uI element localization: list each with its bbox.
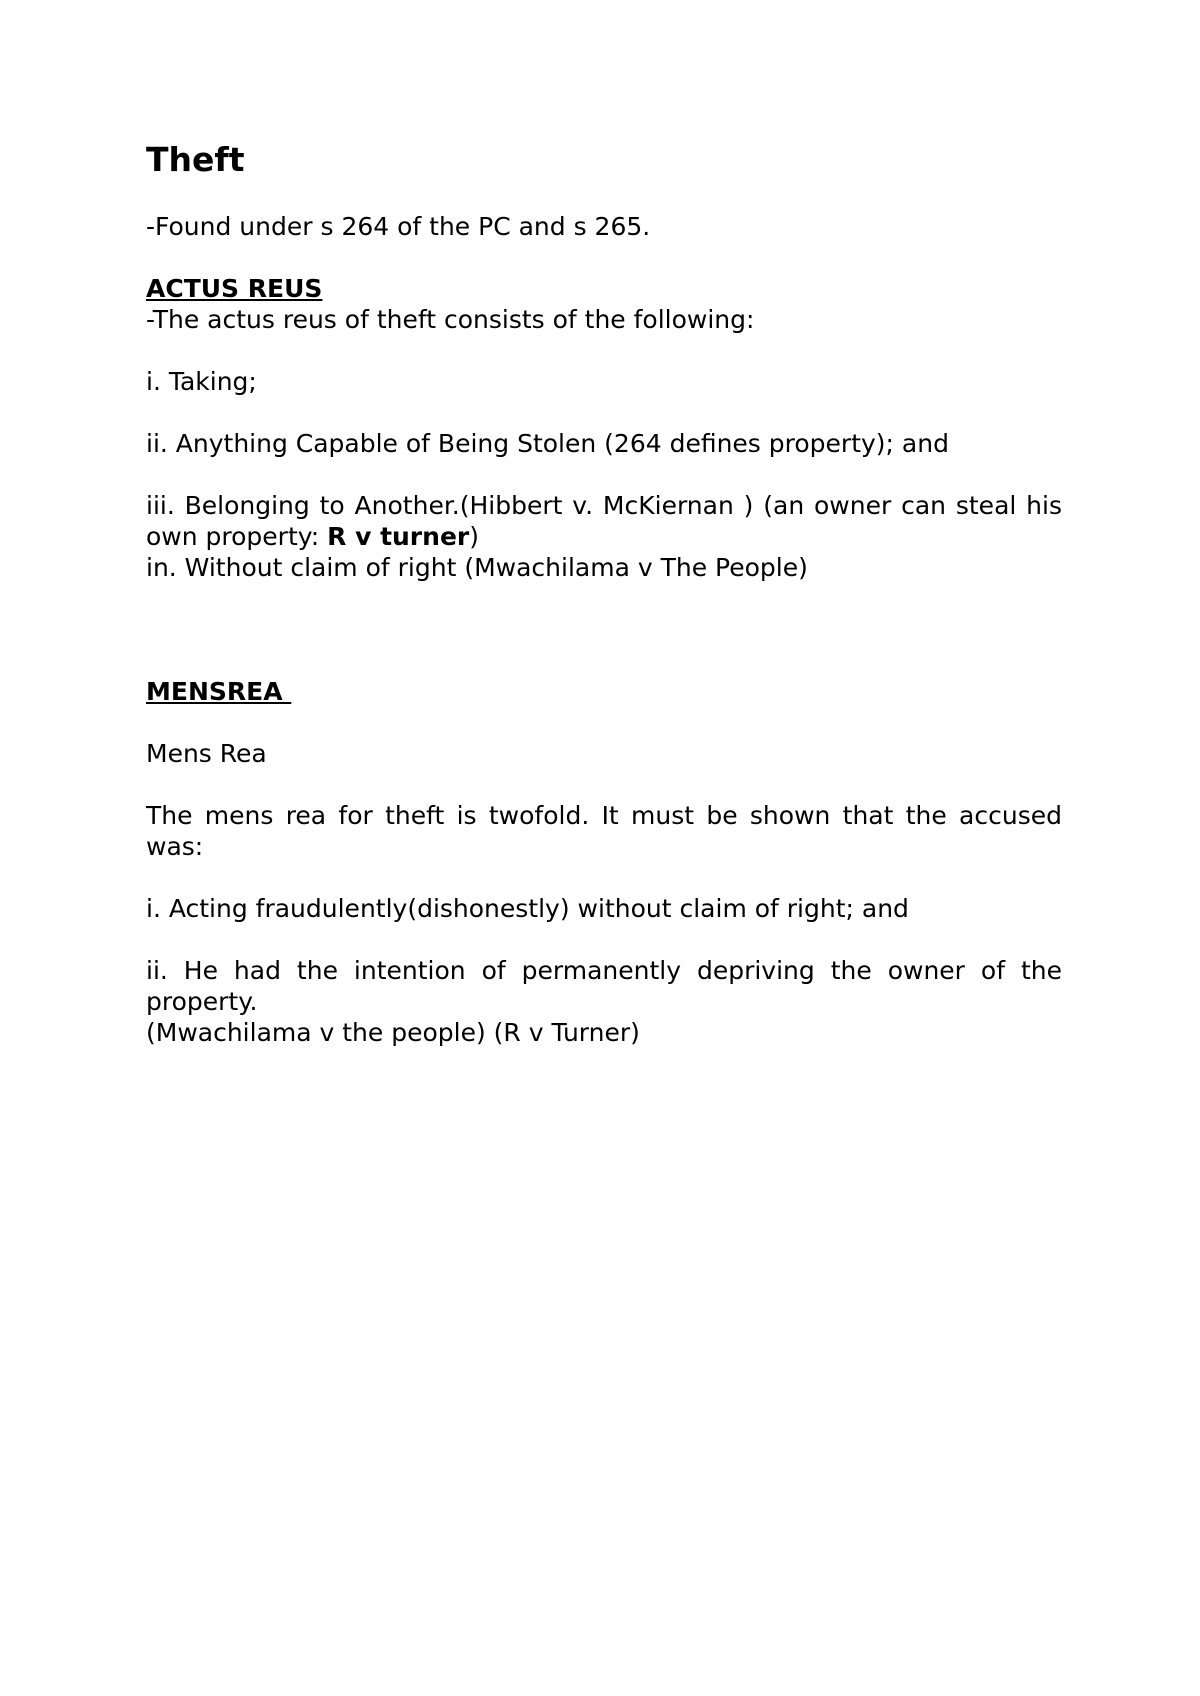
spacer <box>146 242 1062 273</box>
mens-rea-item-1: i. Acting fraudulently(dishonestly) without claim of right; and <box>146 894 909 923</box>
document-page <box>146 140 1062 1048</box>
intro-text: -Found under s 264 of the PC and s 265. <box>146 212 651 241</box>
actus-reus-item-3-case: R v turner <box>327 522 470 551</box>
document-title: Theft <box>146 140 245 179</box>
mens-rea-section <box>146 676 1062 1048</box>
spacer <box>146 862 1062 893</box>
actus-reus-item-4: in. Without claim of right (Mwachilama v The People) <box>146 553 808 582</box>
actus-reus-item-3-text: iii. Belonging to Another.(Hibbert v. McKiernan ) (an owner can steal his own property: <box>146 491 1062 551</box>
spacer <box>146 769 1062 800</box>
spacer <box>146 397 1062 428</box>
actus-reus-section <box>146 273 1062 583</box>
mens-rea-cases: (Mwachilama v the people) (R v Turner) <box>146 1018 640 1047</box>
spacer <box>146 335 1062 366</box>
actus-reus-lead: -The actus reus of theft consists of the following: <box>146 305 755 334</box>
mens-rea-lead: The mens rea for theft is twofold. It must be shown that the accused was: <box>146 801 1062 861</box>
mens-rea-subheading: Mens Rea <box>146 739 267 768</box>
mens-rea-item-2: ii. He had the intention of permanently depriving the owner of the property. <box>146 956 1062 1016</box>
spacer <box>146 583 1062 676</box>
actus-reus-item-3 <box>146 490 1062 552</box>
spacer <box>146 459 1062 490</box>
actus-reus-heading: ACTUS REUS <box>146 274 323 303</box>
actus-reus-item-2: ii. Anything Capable of Being Stolen (264 defines property); and <box>146 429 949 458</box>
spacer <box>146 924 1062 955</box>
mens-rea-heading: MENSREA <box>146 677 292 706</box>
actus-reus-item-1: i. Taking; <box>146 367 257 396</box>
spacer <box>146 180 1062 211</box>
spacer <box>146 707 1062 738</box>
actus-reus-item-3-end: ) <box>469 522 479 551</box>
